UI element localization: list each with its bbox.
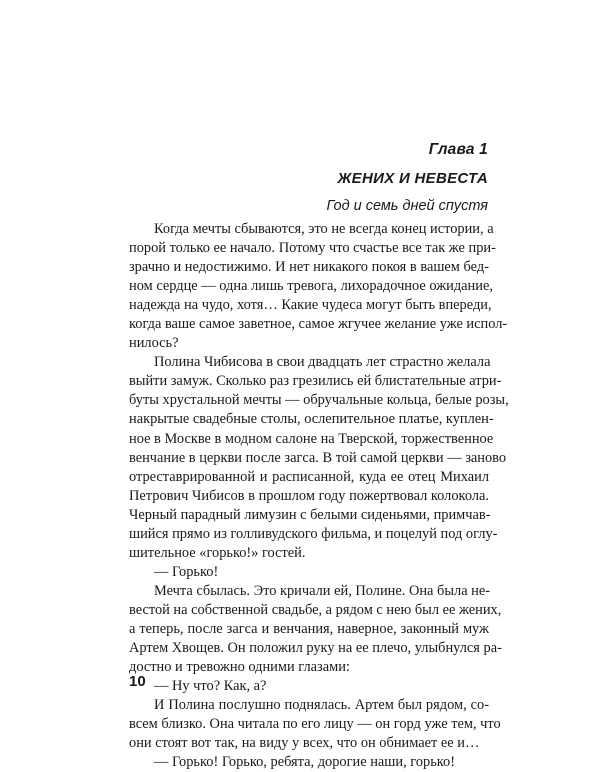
body-text: [129, 220, 509, 772]
text-line: надежда на чудо, хотя… Какие чудеса могут быть впереди,: [129, 297, 492, 314]
text-line: порой только ее начало. Потому что счастье все так же при-: [129, 240, 496, 257]
text-line: а теперь, после загса и венчания, наверное, законный муж: [129, 620, 489, 637]
text-line: ном сердце — одна лишь тревога, лихорадочное ожидание,: [129, 278, 493, 295]
text-line: Мечта сбылась. Это кричали ей, Полине. Она была не-: [154, 582, 491, 599]
text-line: выйти замуж. Сколько раз грезились ей блистательные атри-: [129, 373, 502, 390]
text-line: — Горько! Горько, ребята, дорогие наши, горько!: [154, 754, 456, 771]
text-line: они стоят вот так, на виду у всех, что он обнимает ее и…: [129, 735, 480, 752]
text-line: Черный парадный лимузин с белыми сиденьями, примчав-: [129, 506, 491, 523]
text-line: Петрович Чибисов в прошлом году пожертвовал колокола.: [129, 487, 489, 504]
chapter-subtitle: Год и семь дней спустя: [326, 198, 488, 214]
text-line: Полина Чибисова в свои двадцать лет страстно желала: [154, 354, 491, 371]
chapter-title: ЖЕНИХ И НЕВЕСТА: [337, 170, 488, 187]
text-line: шительное «горько!» гостей.: [129, 544, 306, 561]
chapter-number: Глава 1: [428, 141, 488, 158]
text-line: — Горько!: [154, 563, 219, 580]
text-line: зрачно и недостижимо. И нет никакого покоя в вашем бед-: [129, 259, 489, 276]
text-line: достно и тревожно одними глазами:: [129, 659, 350, 676]
text-line: Артем Хвощев. Он положил руку на ее плечо, улыбнулся ра-: [129, 640, 502, 657]
page-number: 10: [129, 673, 146, 690]
text-line: вестой на собственной свадьбе, а рядом с нею был ее жених,: [129, 601, 502, 618]
text-line: отреставрированной и расписанной, куда ее отец Михаил: [129, 468, 489, 485]
text-line: всем близко. Она читала по его лицу — он горд уже тем, что: [129, 716, 501, 733]
text-line: Когда мечты сбываются, это не всегда конец истории, а: [154, 221, 494, 237]
text-line: буты хрустальной мечты — обручальные кольца, белые розы,: [129, 392, 509, 409]
text-line: нилось?: [129, 335, 179, 352]
text-line: И Полина послушно поднялась. Артем был рядом, со-: [154, 697, 489, 714]
text-line: шийся прямо из голливудского фильма, и поцелуй под оглу-: [129, 525, 498, 542]
text-line: венчание в церкви после загса. В той самой церкви — заново: [129, 449, 507, 466]
text-line: когда ваше самое заветное, самое жгучее желание уже испол-: [129, 316, 508, 333]
text-line: — Ну что? Как, а?: [154, 678, 267, 695]
text-line: ное в Москве в модном салоне на Тверской, торжественное: [129, 430, 494, 447]
text-line: накрытые свадебные столы, ослепительное платье, куплен-: [129, 411, 494, 428]
